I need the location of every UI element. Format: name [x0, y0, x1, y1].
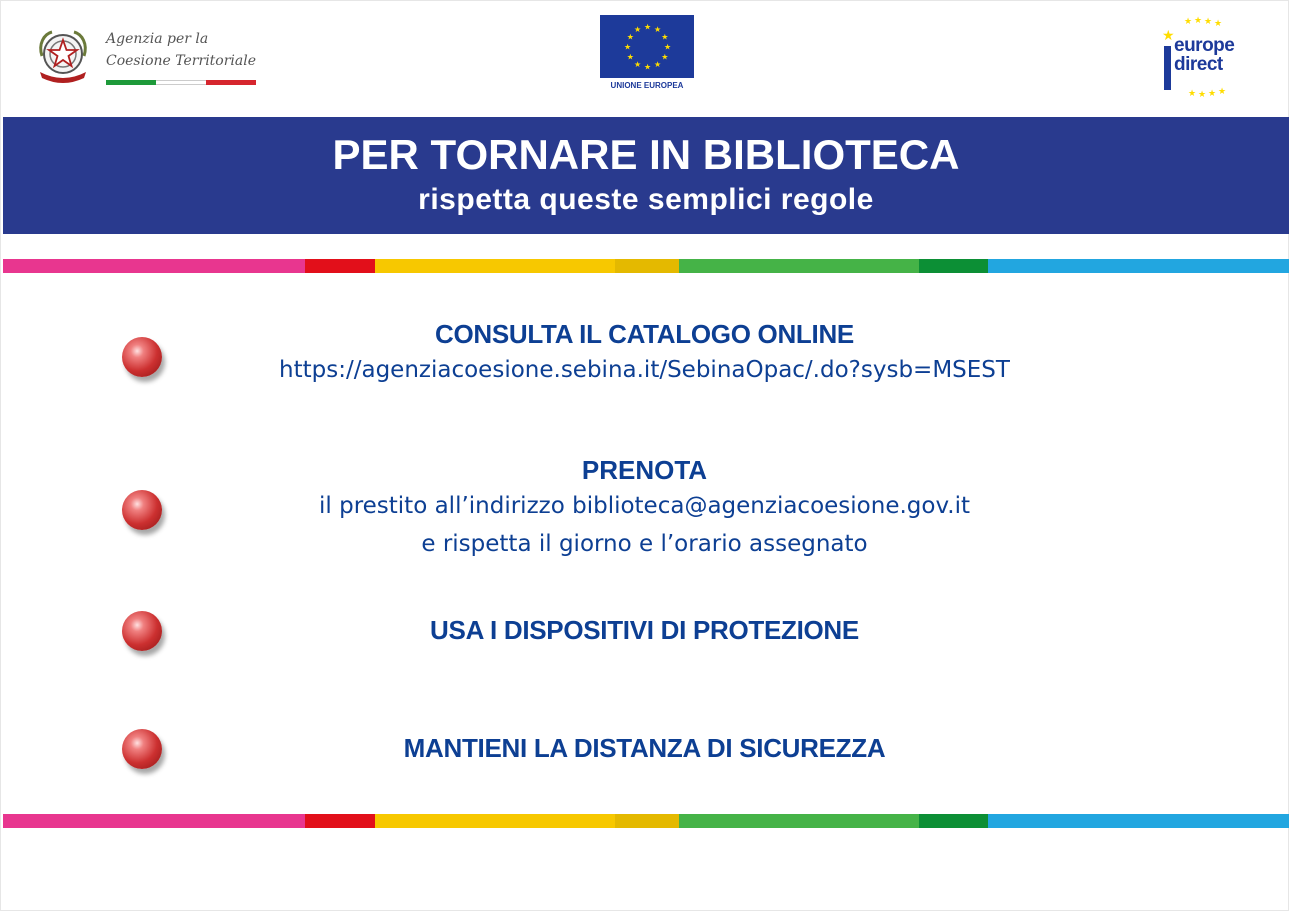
agenzia-logo-line1: Agenzia per la: [106, 31, 209, 47]
svg-text:★: ★: [1214, 18, 1223, 28]
eu-label: UNIONE EUROPEA: [610, 81, 684, 90]
europe-direct-line2: direct: [1174, 54, 1223, 75]
rule-heading: USA I DISPOSITIVI DI PROTEZIONE: [430, 615, 859, 645]
rule-consulta-catalogo: [0, 317, 1289, 389]
rule-heading: PRENOTA: [581, 455, 708, 485]
agenzia-coesione-logo: [34, 24, 264, 94]
eu-star-icon: ★: [654, 25, 662, 35]
eu-star-icon: ★: [644, 22, 652, 32]
title-banner: [3, 117, 1289, 234]
svg-text:★: ★: [1162, 27, 1175, 43]
eu-star-icon: ★: [661, 32, 669, 42]
catalog-url-link[interactable]: https://agenziacoesione.sebina.it/SebinaOpac/.do?sysb=MSEST: [279, 357, 1010, 383]
color-stripe-bottom: [3, 814, 1289, 828]
svg-text:★: ★: [1208, 88, 1217, 98]
stripe-segment: [305, 814, 375, 828]
svg-text:★: ★: [1198, 89, 1207, 99]
stripe-segment: [305, 259, 375, 273]
svg-text:★: ★: [1218, 86, 1227, 96]
svg-text:★: ★: [1184, 16, 1193, 26]
europe-direct-text: [1174, 36, 1234, 74]
eu-star-icon: ★: [654, 59, 662, 69]
eu-star-icon: ★: [634, 59, 642, 69]
unione-europea-logo: [600, 15, 694, 91]
eu-flag-icon: [600, 15, 694, 78]
eu-stars-icon: [600, 15, 694, 78]
agenzia-logo-line2: Coesione Territoriale: [106, 53, 257, 69]
banner-title: PER TORNARE IN BIBLIOTECA: [332, 131, 960, 178]
rule-heading: CONSULTA IL CATALOGO ONLINE: [435, 319, 854, 349]
tricolor-red: [206, 80, 256, 85]
rule-line-schedule: e rispetta il giorno e l’orario assegnato: [421, 531, 868, 557]
eu-star-icon: ★: [664, 42, 672, 52]
svg-text:★: ★: [1204, 16, 1213, 26]
rule-dispositivi: [0, 613, 1289, 647]
eu-star-icon: ★: [626, 52, 634, 62]
stripe-segment: [3, 814, 305, 828]
rule-distanza: [0, 731, 1289, 765]
stripe-segment: [988, 259, 1289, 273]
stripe-segment: [3, 259, 305, 273]
svg-text:★: ★: [1188, 88, 1197, 98]
eu-star-icon: ★: [624, 42, 632, 52]
stripe-segment: [375, 814, 615, 828]
stripe-segment: [919, 259, 988, 273]
stripe-segment: [679, 814, 919, 828]
rule-prenota: [0, 453, 1289, 563]
eu-star-icon: ★: [644, 62, 652, 72]
stripe-segment: [919, 814, 988, 828]
tricolor-green: [106, 80, 156, 85]
rule-line-email[interactable]: il prestito all’indirizzo biblioteca@agenziacoesione.gov.it: [319, 493, 970, 519]
eu-star-icon: ★: [661, 52, 669, 62]
europe-direct-line1: europe: [1174, 35, 1235, 56]
color-stripe-top: [3, 259, 1289, 273]
italian-republic-emblem-icon: [34, 26, 92, 86]
stripe-segment: [375, 259, 615, 273]
agenzia-logo-text: [106, 28, 256, 72]
eu-star-icon: ★: [626, 32, 634, 42]
tricolor-white: [156, 80, 206, 85]
agenzia-tricolor-bar: [106, 80, 256, 85]
svg-text:★: ★: [1194, 15, 1203, 25]
eu-star-icon: ★: [634, 25, 642, 35]
banner-subtitle: rispetta queste semplici regole: [418, 183, 874, 216]
rule-heading: MANTIENI LA DISTANZA DI SICUREZZA: [403, 733, 886, 763]
stripe-segment: [615, 814, 679, 828]
stripe-segment: [679, 259, 919, 273]
stripe-segment: [615, 259, 679, 273]
europe-direct-logo: [1158, 14, 1260, 100]
stripe-segment: [988, 814, 1289, 828]
